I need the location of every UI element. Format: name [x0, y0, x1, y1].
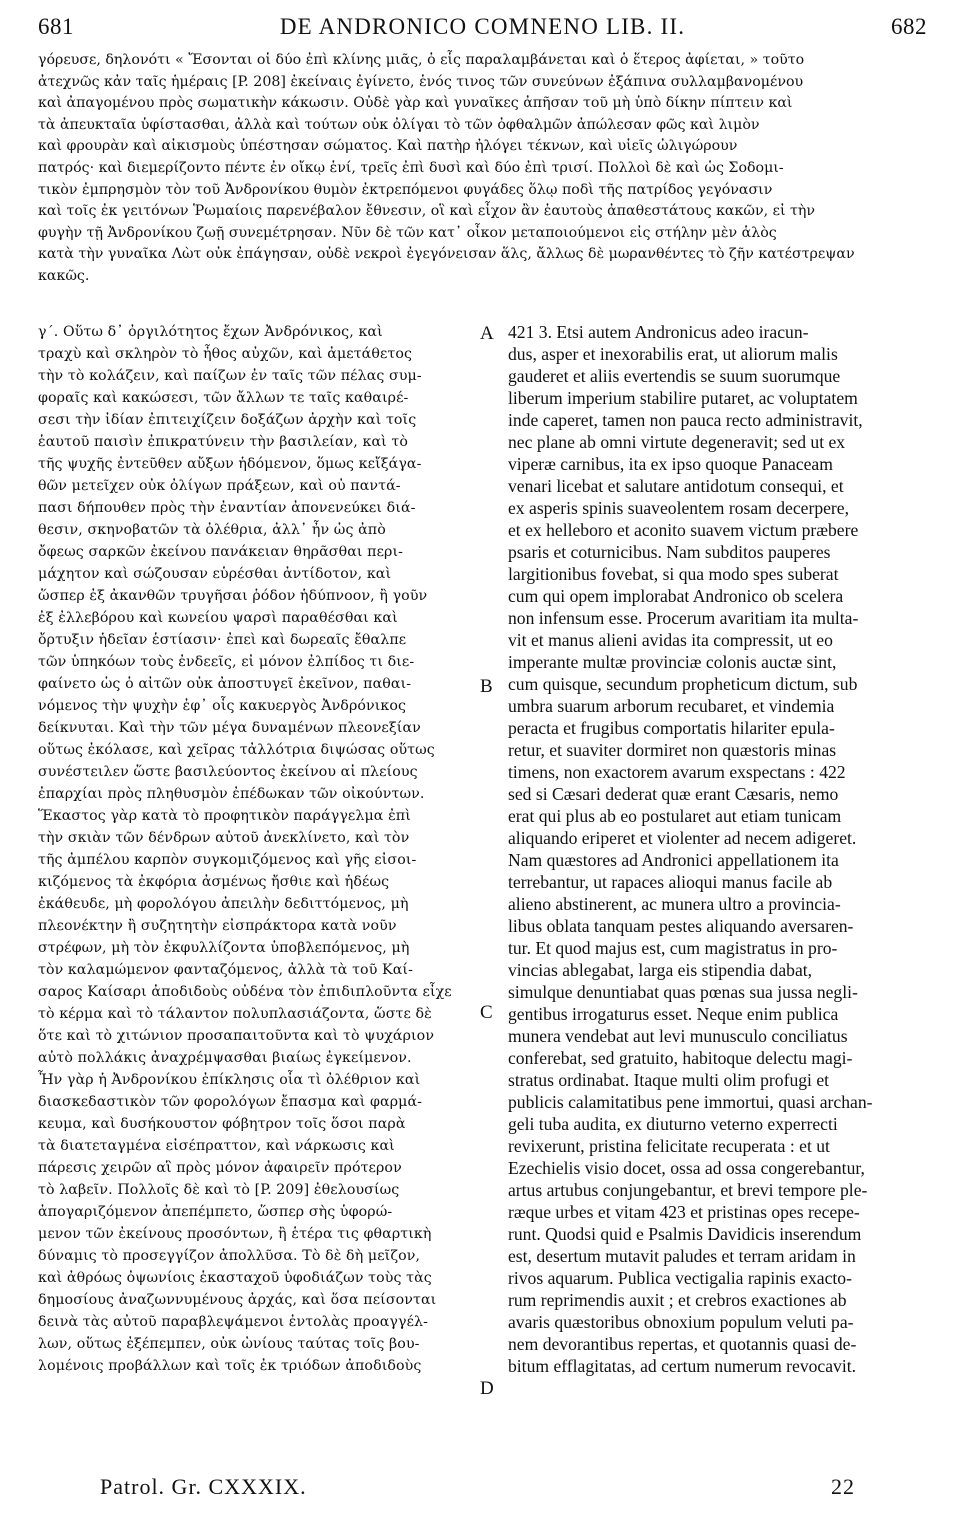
latin-line: erat qui plus ab eo postularet aut etiam tunicam	[508, 806, 842, 826]
greek-line: ἑαυτοῦ παισὶν ἐπικρατύνειν τὴν βασιλείαν, καὶ τὸ	[38, 434, 408, 450]
latin-line: terrebantur, ut rapaces alioqui manus facile ab	[508, 872, 833, 892]
greek-line: κευμα, καὶ δυσήκουστον φόβητρον τοῖς ὅσοι παρὰ	[38, 1116, 406, 1132]
greek-line: πασι δήπουθεν πρὸς τὴν ἐναντίαν ἀπονενεύκει διά-	[38, 500, 416, 516]
latin-line: Ezechielis visio docet, ossa ad ossa congerebantur,	[508, 1158, 865, 1178]
greek-line: μενον τῶν ἐκείνους προσόντων, ἢ ἑτέρα τις φθαρτικὴ	[38, 1226, 432, 1242]
latin-line: 421 3. Etsi autem Andronicus adeo iracun-	[508, 322, 809, 342]
top-greek-paragraph	[38, 50, 928, 288]
greek-line: πάρεσις χειρῶν αἳ πρὸς μόνον ἀφαιρεῖν πρότερον	[38, 1160, 402, 1176]
greek-line: τὴν σκιὰν τῶν δένδρων αὐτοῦ ἀνεκλίνετο, καὶ τὸν	[38, 830, 410, 846]
greek-line: δημοσίους ἀναζωννυμένους ἀρχάς, καὶ ὅσα πείσονται	[38, 1292, 437, 1308]
greek-line: ὄφεως σαρκῶν ἐκείνου πανάκειαν θηρᾶσθαι περι-	[38, 544, 404, 560]
margin-marker-c: C	[480, 1002, 493, 1023]
greek-line: αὐτὸ πολλάκις ἀναχρέμψασθαι βιαίως ἐγκείμενον.	[38, 1050, 412, 1066]
page-footer	[100, 1474, 855, 1502]
text-line: καὶ φρουρὰν καὶ αἰκισμοὺς ὑπέστησαν σώματος. Καὶ πατὴρ ἠλόγει τέκνων, καὶ υἱεῖς ὠλιγώρουν	[38, 138, 738, 155]
latin-line: vit et manus alieni avidas ita compressit, ut eo	[508, 630, 833, 650]
latin-line: ræque urbes et vitam 423 et pristinas opes recepe-	[508, 1202, 860, 1222]
latin-line: vincias ablegabat, larga eis stipendia dabat,	[508, 960, 813, 980]
greek-line: θῶν μετεῖχεν οὐκ ὀλίγων πράξεων, καὶ οὐ παντά-	[38, 478, 401, 494]
latin-line: libus oblata tanquam pestes aliquando aversaren-	[508, 916, 854, 936]
latin-line: alieno abstinerent, ac munera ultro a provincia-	[508, 894, 841, 914]
latin-line: viperæ carnibus, ita ex ipso quoque Panaceam	[508, 454, 833, 474]
running-title: DE ANDRONICO COMNENO LIB. II.	[279, 14, 686, 39]
page-header	[38, 14, 927, 46]
margin-marker-a: A	[480, 323, 494, 344]
latin-line: psaris et coturnicibus. Nam subditos pauperes	[508, 542, 831, 562]
latin-line: ex asperis spinis suaveolentem rosam decerpere,	[508, 498, 849, 518]
greek-line: σεσι τὴν ἰδίαν ἐπιτειχίζειν δοξάζων ἀρχὴν καὶ τοῖς	[38, 412, 417, 428]
latin-line: tur. Et quod majus est, cum magistratus in pro-	[508, 938, 838, 958]
latin-line: nem devorantibus repertas, et quotannis quasi de-	[508, 1334, 857, 1354]
greek-line: ἐξ ἐλλεβόρου καὶ κωνείου ψαρσὶ παραθέσθαι καὶ	[38, 610, 398, 626]
latin-line: largitionibus fovebat, si qua modo spes suberat	[508, 564, 839, 584]
latin-line: umbra suarum arborum recubaret, et vindemia	[508, 696, 835, 716]
greek-line: Ἕκαστος γὰρ κατὰ τὸ προφητικὸν παράγγελμα ἐπὶ	[38, 808, 411, 824]
latin-column	[508, 321, 930, 1377]
latin-line: munera vendebat aut levi munusculo conciliatus	[508, 1026, 848, 1046]
latin-line: venari licebat et salutare antidotum consequi, et	[508, 476, 844, 496]
text-line: φυγὴν τῇ Ἀνδρονίκου ζωῇ συνεμέτρησαν. Νῦν δὲ τῶν κατ᾽ οἶκον μεταποιούμενοι εἰς στήλην μὲν ἁλὸς	[38, 224, 777, 241]
latin-line: stratus ordinabat. Itaque multi olim profugi et	[508, 1070, 830, 1090]
greek-line: στρέφων, μὴ τὸν ἐκφυλλίζοντα ὑποβλεπόμενος, μὴ	[38, 940, 410, 956]
latin-line: artus artubus conjungebantur, et brevi tempore ple-	[508, 1180, 868, 1200]
greek-line: τὸ λαβεῖν. Πολλοῖς δὲ καὶ τὸ [P. 209] ἐθελουσίως	[38, 1182, 400, 1198]
text-line: κατὰ τὴν γυναῖκα Λὼτ οὐκ ἐπάγησαν, οὐδὲ νεκροὶ ἐγεγόνεισαν ἅλς, ἄλλως δὲ μωρανθέντες τὸ ζῆν κατέστρεψαν	[38, 246, 855, 263]
greek-line: ἀπογαριζόμενον ἀπεπέμπετο, ὥσπερ σὴς ὑφορώ-	[38, 1204, 393, 1220]
greek-line: λομένοις προβάλλων καὶ τοῖς ἐκ τριόδων ἀποδιδοὺς	[38, 1358, 422, 1374]
text-line: κακῶς.	[38, 267, 90, 284]
latin-line: imperante multæ provinciæ colonis auctæ sint,	[508, 652, 837, 672]
latin-line: bitum efflagitatas, ad certum numerum revocavit.	[508, 1356, 857, 1376]
latin-line: inde caperet, tamen non pauca recto administravit,	[508, 410, 863, 430]
latin-line: cum qui opem implorabat Andronico ob scelera	[508, 586, 844, 606]
page-number-left: 681	[38, 14, 74, 39]
text-line: πατρός· καὶ διεμερίζοντο πέντε ἐν οἴκῳ ἑνί, τρεῖς ἐπὶ δυσὶ καὶ δύο ἐπὶ τρισί. Πολλοὶ δὲ καὶ ὡς Σοδομι-	[38, 159, 784, 176]
greek-line: Ἦν γὰρ ἡ Ἀνδρονίκου ἐπίκλησις οἷα τὶ ὀλέθριον καὶ	[38, 1072, 421, 1088]
latin-line: liberum imperium stabilire putaret, ac voluptatem	[508, 388, 858, 408]
latin-line: publicis calamitatibus pene immortui, quasi archan-	[508, 1092, 873, 1112]
footer-signature: 22	[831, 1474, 855, 1499]
latin-line: non infensum esse. Procerum avaritiam ita multa-	[508, 608, 859, 628]
latin-line: rum reprimendis auxit ; et crebros exactiones ab	[508, 1290, 847, 1310]
latin-line: cum quisque, secundum propheticum dictum, sub	[508, 674, 858, 694]
text-line: τὰ ἀπευκταῖα ὑφίστασθαι, ἀλλὰ καὶ τούτων οὐκ ὀλίγαι τὸ τῶν ὀφθαλμῶν ἀπώλεσαν φῶς καὶ λιμὸν	[38, 116, 760, 133]
greek-line: δύναμις τὸ προσεγγίζον ἀπολλῦσα. Τὸ δὲ δὴ μεῖζον,	[38, 1248, 421, 1264]
latin-line: est, desertum mutavit paludes et terram aridam in	[508, 1246, 856, 1266]
latin-line: nec plane ab omni virtute degeneravit; sed ut ex	[508, 432, 846, 452]
latin-line: retur, et suaviter dormiret non quæstoris minas	[508, 740, 837, 760]
latin-line: sed si Cæsari dederat quæ erant Cæsaris, nemo	[508, 784, 839, 804]
greek-line: πλεονέκτην ἢ συζητητὴν εἰσπράκτορα κατὰ νοῦν	[38, 918, 397, 934]
greek-line: οὕτως ἐκόλασε, καὶ χεῖρας τἀλλότρια διψώσας οὕτως	[38, 742, 435, 758]
latin-line: peracta et frugibus comportatis hilariter epula-	[508, 718, 835, 738]
greek-line: τῆς ἀμπέλου καρπὸν συγκομιζόμενος καὶ γῆς εἰσοι-	[38, 852, 417, 868]
latin-line: gauderet et aliis evertendis se suum suorumque	[508, 366, 841, 386]
latin-line: et ex helleboro et aconito suavem victum præbere	[508, 520, 859, 540]
latin-line: runt. Quodsi quid e Psalmis Davidicis inserendum	[508, 1224, 862, 1244]
greek-line: φοραῖς καὶ κακώσεσι, τῶν ἄλλων τε ταῖς καθαιρέ-	[38, 390, 409, 406]
greek-line: τραχὺ καὶ σκληρὸν τὸ ἦθος αὐχῶν, καὶ ἀμετάθετος	[38, 346, 413, 362]
latin-line: timens, non exactorem avarum exspectans : 422	[508, 762, 846, 782]
greek-line: γ΄. Οὕτω δ᾽ ὀργιλότητος ἔχων Ἀνδρόνικος, καὶ	[38, 324, 383, 340]
greek-line: τὴν τὸ κολάζειν, καὶ παίζων ἐν ταῖς τῶν πέλας συμ-	[38, 368, 422, 384]
greek-line: τῶν ὑπηκόων τοὺς ἐνδεεῖς, εἰ μόνον ἐλπίδος τι διε-	[38, 654, 415, 670]
greek-line: τὰ διατεταγμένα εἰσέπραττον, καὶ νάρκωσις καὶ	[38, 1138, 395, 1154]
greek-line: σαρος Καίσαρι ἀποδιδοὺς οὐδένα τὸν ἐπιδιπλοῦντα εἶχε	[38, 984, 452, 1000]
latin-line: conferebat, sed gratuito, habitoque delectu magi-	[508, 1048, 853, 1068]
greek-line: τὸ κέρμα καὶ τὸ τάλαντον πολυπλασιάζοντα, ὥστε δὲ	[38, 1006, 432, 1022]
greek-line: ὄρτυξιν ἡδεῖαν ἑστίασιν· ἐπεὶ καὶ δωρεαῖς ἔθαλπε	[38, 632, 407, 648]
greek-line: διασκεδαστικὸν τῶν φορολόγων ἔπασμα καὶ φαρμά-	[38, 1094, 423, 1110]
greek-line: κιζόμενος τὰ ἐκφόρια ἀσμένως ἤσθιε καὶ ἡδέως	[38, 874, 390, 890]
latin-line: rivos aquarum. Publica vectigalia rapinis exacto-	[508, 1268, 852, 1288]
latin-line: geli tuba audita, ex diuturno veterno experrecti	[508, 1114, 838, 1134]
text-line: γόρευσε, δηλονότι « Ἔσονται οἱ δύο ἐπὶ κλίνης μιᾶς, ὁ εἷς παραλαμβάνεται καὶ ὁ ἕτερος ἀφίεται, » τοῦτο	[38, 52, 805, 68]
latin-line: gentibus irrogaturus esset. Neque enim publica	[508, 1004, 839, 1024]
greek-line: ὥσπερ ἐξ ἀκανθῶν τρυγῆσαι ῥόδον ἡδύπνοον, ἢ γοῦν	[38, 588, 428, 604]
greek-line: τῆς ψυχῆς ἐντεῦθεν αὔξων ἡδόμενον, ὅμως κεἴξάγα-	[38, 456, 422, 472]
greek-line: ὅτε καὶ τὸ χιτώνιον προσαπαιτοῦντα καὶ τὸ ψυχάριον	[38, 1028, 435, 1044]
greek-line: ἐπαρχίαι πρὸς πληθυσμὸν ἐπέδωκαν τῶν οἰκούντων.	[38, 786, 425, 802]
greek-column	[38, 321, 476, 1377]
greek-line: θεσιν, σκηνοβατῶν τὰ ὀλέθρια, ἀλλ᾽ ἦν ὡς ἀπὸ	[38, 522, 386, 538]
text-line: ἀτεχνῶς κἀν ταῖς ἡμέραις [P. 208] ἐκείναις ἐγίνετο, ἑνός τινος τῶν συνεύνων ἐξάπινα συλλαμβανομένου	[38, 73, 804, 90]
latin-line: Nam quæstores ad Andronici appellationem ita	[508, 850, 839, 870]
latin-line: dus, asper et inexorabilis erat, ut aliorum malis	[508, 344, 838, 364]
latin-line: avaris quæstoribus obnoxium populum veluti pa-	[508, 1312, 854, 1332]
greek-line: τὸν καλαμώμενον φανταζόμενος, ἀλλὰ τὰ τοῦ Καί-	[38, 962, 413, 978]
greek-line: δεινὰ τὰς αὐτοῦ παραβλεψάμενοι ἐντολὰς προαγγέλ-	[38, 1314, 429, 1330]
greek-line: ἐκάθευδε, μὴ φορολόγου ἀπειλὴν δεδιττόμενος, μὴ	[38, 896, 409, 912]
page-number-right: 682	[891, 14, 927, 39]
latin-line: simulque denuntiabat quas pœnas sua jussa negli-	[508, 982, 858, 1002]
text-line: καὶ τοῖς ἐκ γειτόνων Ῥωμαίοις παρενέβαλον ἔθνεσιν, οἳ καὶ εἶχον ἂν ἑαυτοὺς ἀπαθεστάτους κακῶν, εἰ τὴν	[38, 203, 815, 220]
latin-line: aliquando eriperet et violenter ad necem adigeret.	[508, 828, 857, 848]
text-line: τικὸν ἐμπρησμὸν τὸν τοῦ Ἀνδρονίκου θυμὸν ἐκτρεπόμενοι φυγάδες ὅλῳ ποδὶ τῆς πατρίδος γεγόνασιν	[38, 181, 773, 198]
greek-line: μάχητον καὶ σώζουσαν εὑρέσθαι ἀντίδοτον, καὶ	[38, 566, 392, 582]
margin-marker-b: B	[480, 676, 493, 697]
greek-line: δείκνυται. Καὶ τὴν τῶν μέγα δυναμένων πλεονεξίαν	[38, 720, 421, 736]
footer-series: Patrol. Gr. CXXXIX.	[100, 1474, 307, 1499]
greek-line: λων, οὕτως ἐξέπεμπεν, οὐκ ὠνίους ταύτας τοῖς βου-	[38, 1336, 420, 1352]
greek-line: καὶ ἀθρόως ὀψωνίοις ἑκασταχοῦ ὑφοδιάζων τοὺς τὰς	[38, 1270, 432, 1286]
greek-line: φαίνετο ὡς ὁ αἰτῶν οὐκ ἀποστυγεῖ ἐκεῖνον, παθαι-	[38, 676, 412, 692]
greek-line: νόμενος τὴν ψυχὴν ἐφ᾽ οἷς κακυεργὸς Ἀνδρόνικος	[38, 698, 407, 714]
latin-line: revixerunt, pristina felicitate recuperata : et ut	[508, 1136, 830, 1156]
greek-line: συνέστειλεν ὥστε βασιλεύοντος ἐκείνου αἱ πλείους	[38, 764, 418, 780]
text-line: καὶ ἀπαγομένου πρὸς σωματικὴν κάκωσιν. Οὐδὲ γὰρ καὶ γυναῖκες ἀπῆσαν τοῦ μὴ ὑπὸ δίκην πίπτειν καὶ	[38, 95, 793, 112]
margin-marker-d: D	[480, 1378, 494, 1399]
